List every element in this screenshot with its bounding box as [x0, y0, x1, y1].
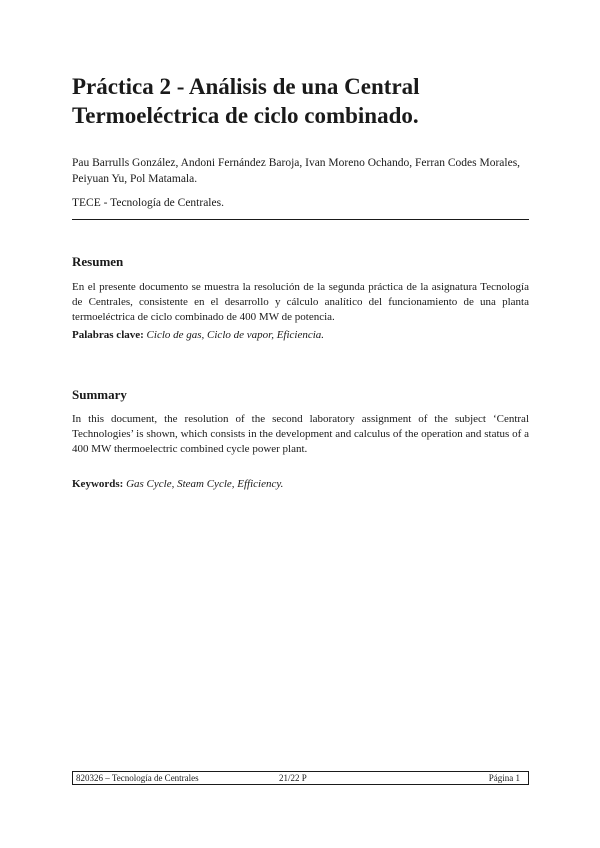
palabras-clave: [72, 328, 324, 343]
keywords: [72, 477, 283, 492]
summary-body: In this document, the resolution of the second laboratory assignment of the subject ‘Central Technologies’ is shown, which consists in the development and calculus of the operation and status of a 400 MW thermoelectric combined cycle power plant.: [72, 413, 529, 455]
footer-course: 820326 – Tecnología de Centrales: [76, 773, 199, 783]
resumen-body: En el presente documento se muestra la resolución de la segunda práctica de la asignatura Tecnología de Centrales, consistente en el desarrollo y cálculo analítico del funcionamiento de una planta termoeléctrica de ciclo combinado de 400 MW de potencia.: [72, 281, 529, 323]
authors: Pau Barrulls González, Andoni Fernández Baroja, Ivan Moreno Ochando, Ferran Codes Morales, Peiyuan Yu, Pol Matamala.: [72, 157, 521, 185]
document-title: [72, 72, 529, 130]
palabras-clave-label: Palabras clave:: [72, 329, 144, 341]
header-divider: [72, 219, 529, 220]
title-line-2: Termoeléctrica de ciclo combinado.: [72, 103, 419, 128]
title-line-1: Práctica 2 - Análisis de una Central: [72, 74, 420, 99]
palabras-clave-value: Ciclo de gas, Ciclo de vapor, Eficiencia.: [146, 329, 325, 341]
keywords-value: Gas Cycle, Steam Cycle, Efficiency.: [126, 478, 284, 490]
affiliation: TECE - Tecnología de Centrales.: [72, 197, 224, 209]
document-page: [72, 0, 529, 848]
footer-term: 21/22 P: [279, 773, 307, 783]
keywords-label: Keywords:: [72, 478, 124, 490]
footer-page-number: Página 1: [488, 773, 520, 783]
page-footer: [72, 771, 529, 785]
summary-heading: Summary: [72, 387, 127, 402]
resumen-heading: Resumen: [72, 254, 124, 269]
